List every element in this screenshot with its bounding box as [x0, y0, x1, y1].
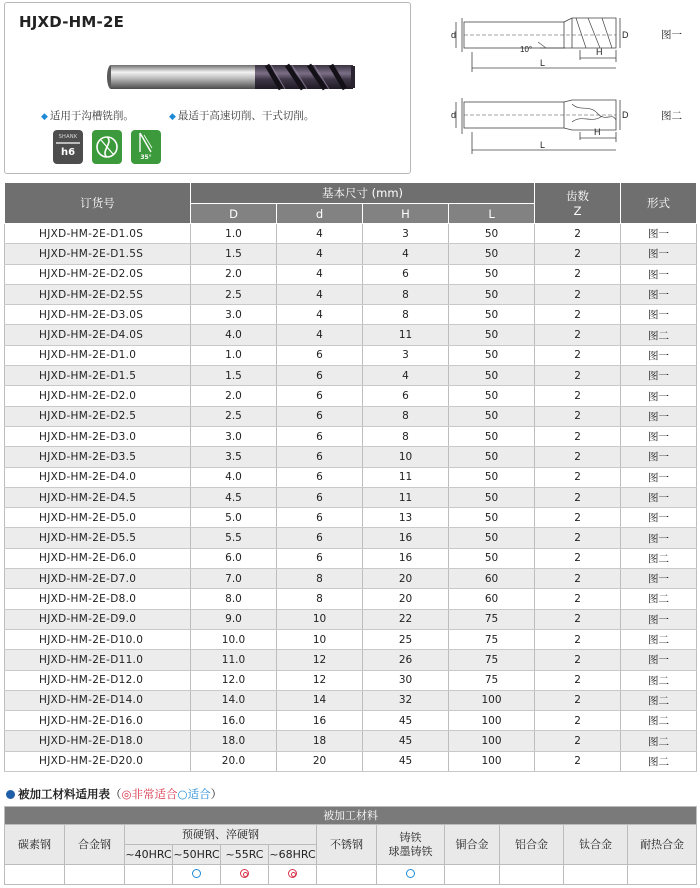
col-aluminum-alloy: 铝合金: [500, 825, 564, 865]
table-cell: 30: [363, 670, 449, 690]
col-cast-iron: 铸铁 球墨铸铁: [377, 825, 445, 865]
col-hrc-68: ~68HRC: [269, 845, 317, 865]
table-cell: 20: [363, 589, 449, 609]
table-cell: 图一: [621, 386, 697, 406]
table-row: [5, 528, 697, 548]
table-cell: 2: [535, 345, 621, 365]
table-cell: 图一: [621, 609, 697, 629]
materials-suitability-row: [5, 865, 697, 885]
table-cell: 2: [535, 711, 621, 731]
product-header-box: [4, 2, 411, 174]
table-cell: 6: [277, 548, 363, 568]
table-cell: 10: [363, 447, 449, 467]
table-cell: HJXD-HM-2E-D2.0S: [5, 264, 191, 284]
dim-L-label: L: [540, 140, 546, 150]
table-cell: 60: [449, 589, 535, 609]
table-row: [5, 711, 697, 731]
table-cell: HJXD-HM-2E-D9.0: [5, 609, 191, 629]
table-row: [5, 569, 697, 589]
table-cell: 图一: [621, 406, 697, 426]
table-row: [5, 650, 697, 670]
table-cell: 60: [449, 569, 535, 589]
col-alloy-steel: 合金钢: [65, 825, 125, 865]
angle-label: 10°: [520, 45, 533, 54]
end-mill-image: [105, 57, 360, 97]
table-cell: 10: [277, 609, 363, 629]
table-cell: 图二: [621, 325, 697, 345]
table-cell: 20.0: [191, 751, 277, 771]
table-cell: 2: [535, 731, 621, 751]
table-row: [5, 345, 697, 365]
table-cell: 50: [449, 244, 535, 264]
table-cell: 50: [449, 386, 535, 406]
table-cell: 4.0: [191, 467, 277, 487]
table-row: [5, 244, 697, 264]
table-cell: 75: [449, 629, 535, 649]
table-cell: 4: [277, 244, 363, 264]
table-cell: 图二: [621, 731, 697, 751]
table-cell: 75: [449, 670, 535, 690]
table-cell: 2: [535, 386, 621, 406]
table-cell: HJXD-HM-2E-D2.0: [5, 386, 191, 406]
table-cell: 2: [535, 548, 621, 568]
feature-badges: [53, 130, 161, 164]
dim-H-label: H: [594, 127, 601, 137]
table-cell: HJXD-HM-2E-D4.0: [5, 467, 191, 487]
table-cell: HJXD-HM-2E-D5.0: [5, 508, 191, 528]
table-cell: HJXD-HM-2E-D8.0: [5, 589, 191, 609]
table-cell: HJXD-HM-2E-D1.0: [5, 345, 191, 365]
table-row: [5, 487, 697, 507]
table-cell: 1.5: [191, 244, 277, 264]
table-cell: 2: [535, 670, 621, 690]
table-row: [5, 224, 697, 244]
feature-groove-milling: ◆ 适用于沟槽铣削。: [41, 110, 134, 122]
table-cell: 2: [535, 629, 621, 649]
table-cell: 100: [449, 731, 535, 751]
table-cell: 100: [449, 751, 535, 771]
table-cell: 4: [277, 224, 363, 244]
table-cell: 6: [363, 264, 449, 284]
col-d: d: [277, 204, 363, 224]
table-cell: 2: [535, 690, 621, 710]
table-cell: HJXD-HM-2E-D1.0S: [5, 224, 191, 244]
table-cell: 2: [535, 467, 621, 487]
table-cell: HJXD-HM-2E-D3.5: [5, 447, 191, 467]
table-cell: 8: [363, 305, 449, 325]
table-cell: 8: [363, 426, 449, 446]
table-row: [5, 305, 697, 325]
suitability-cell: [65, 865, 125, 885]
table-cell: 1.5: [191, 366, 277, 386]
suitability-cell: [125, 865, 173, 885]
col-titanium-alloy: 钛合金: [564, 825, 628, 865]
suitability-cell: [500, 865, 564, 885]
dim-d-label: d: [451, 30, 457, 40]
table-row: [5, 629, 697, 649]
table-cell: 50: [449, 528, 535, 548]
table-cell: 2: [535, 650, 621, 670]
table-cell: 12.0: [191, 670, 277, 690]
table-cell: 5.5: [191, 528, 277, 548]
table-cell: 100: [449, 711, 535, 731]
table-cell: 7.0: [191, 569, 277, 589]
suitable-icon: [406, 869, 415, 878]
table-cell: HJXD-HM-2E-D4.5: [5, 487, 191, 507]
materials-title: 被加工材料适用表（◎非常适合○适合）: [6, 786, 222, 802]
table-cell: 45: [363, 711, 449, 731]
table-cell: 100: [449, 690, 535, 710]
table-row: [5, 690, 697, 710]
table-row: [5, 548, 697, 568]
table-cell: 50: [449, 224, 535, 244]
table-cell: HJXD-HM-2E-D1.5S: [5, 244, 191, 264]
col-hrc-40: ~40HRC: [125, 845, 173, 865]
table-cell: 2: [535, 366, 621, 386]
suitability-cell: [5, 865, 65, 885]
table-cell: 26: [363, 650, 449, 670]
table-cell: 1.0: [191, 345, 277, 365]
table-row: [5, 589, 697, 609]
table-cell: 2: [535, 528, 621, 548]
col-stainless: 不锈钢: [317, 825, 377, 865]
col-teeth: 齿数 Z: [535, 183, 621, 224]
col-D: D: [191, 204, 277, 224]
table-cell: HJXD-HM-2E-D12.0: [5, 670, 191, 690]
col-form: 形式: [621, 183, 697, 224]
table-cell: 2.0: [191, 264, 277, 284]
table-cell: 3.0: [191, 426, 277, 446]
table-cell: 10.0: [191, 629, 277, 649]
table-cell: 图二: [621, 589, 697, 609]
table-row: [5, 670, 697, 690]
table-cell: 4.0: [191, 325, 277, 345]
table-cell: 2: [535, 447, 621, 467]
table-cell: 22: [363, 609, 449, 629]
table-cell: HJXD-HM-2E-D3.0S: [5, 305, 191, 325]
table-row: [5, 325, 697, 345]
table-cell: 图一: [621, 528, 697, 548]
table-cell: 2: [535, 589, 621, 609]
table-cell: 50: [449, 548, 535, 568]
table-cell: 图二: [621, 751, 697, 771]
table-cell: 图一: [621, 244, 697, 264]
table-cell: 16.0: [191, 711, 277, 731]
table-row: [5, 264, 697, 284]
table-cell: 45: [363, 751, 449, 771]
table-cell: 11: [363, 467, 449, 487]
table-cell: HJXD-HM-2E-D2.5S: [5, 284, 191, 304]
table-cell: HJXD-HM-2E-D2.5: [5, 406, 191, 426]
table-cell: 50: [449, 467, 535, 487]
table-cell: 9.0: [191, 609, 277, 629]
table-cell: 12: [277, 650, 363, 670]
table-cell: 4: [277, 325, 363, 345]
feature-high-speed-cutting: ◆ 最适于高速切削、干式切削。: [169, 110, 315, 122]
table-row: [5, 731, 697, 751]
suitability-cell: [564, 865, 628, 885]
table-row: [5, 751, 697, 771]
table-cell: 2: [535, 569, 621, 589]
suitability-cell: [445, 865, 500, 885]
col-hrc-55: ~55RC: [221, 845, 269, 865]
table-cell: 2: [535, 487, 621, 507]
table-cell: 32: [363, 690, 449, 710]
suitability-cell: [173, 865, 221, 885]
col-heat-resistant-alloy: 耐热合金: [628, 825, 697, 865]
very-suitable-icon: [288, 869, 297, 878]
table-cell: HJXD-HM-2E-D16.0: [5, 711, 191, 731]
table-cell: 图二: [621, 670, 697, 690]
table-cell: 2: [535, 284, 621, 304]
table-cell: 11: [363, 487, 449, 507]
table-row: [5, 447, 697, 467]
table-cell: 图一: [621, 508, 697, 528]
table-row: [5, 609, 697, 629]
table-cell: 50: [449, 264, 535, 284]
table-cell: 2: [535, 426, 621, 446]
table-cell: 2: [535, 751, 621, 771]
table-cell: 18: [277, 731, 363, 751]
table-cell: 图一: [621, 284, 697, 304]
table-cell: 3.5: [191, 447, 277, 467]
table-cell: 图一: [621, 305, 697, 325]
table-cell: 6: [277, 345, 363, 365]
table-cell: 图二: [621, 711, 697, 731]
table-cell: 4: [277, 305, 363, 325]
legend-suitable: ○适合: [177, 787, 211, 801]
table-cell: 图二: [621, 690, 697, 710]
table-cell: 2: [535, 508, 621, 528]
suitability-cell: [628, 865, 697, 885]
table-cell: 图一: [621, 487, 697, 507]
table-cell: 16: [277, 711, 363, 731]
table-cell: 12: [277, 670, 363, 690]
table-cell: HJXD-HM-2E-D10.0: [5, 629, 191, 649]
table-cell: 50: [449, 426, 535, 446]
table-cell: HJXD-HM-2E-D5.5: [5, 528, 191, 548]
table-cell: 6.0: [191, 548, 277, 568]
suitable-icon: [192, 869, 201, 878]
helix-35-icon: 35°: [131, 130, 161, 164]
circle-bullet-icon: [6, 790, 15, 799]
table-cell: 2.5: [191, 406, 277, 426]
table-cell: 8: [363, 284, 449, 304]
table-cell: 6: [277, 406, 363, 426]
table-cell: HJXD-HM-2E-D3.0: [5, 426, 191, 446]
table-cell: 50: [449, 366, 535, 386]
table-cell: 14: [277, 690, 363, 710]
table-cell: 4: [363, 366, 449, 386]
table-cell: 2: [535, 305, 621, 325]
table-row: [5, 508, 697, 528]
table-cell: 6: [277, 467, 363, 487]
dim-D-label: D: [622, 110, 629, 120]
table-cell: 6: [277, 508, 363, 528]
dim-D-label: D: [622, 30, 629, 40]
table-cell: 3.0: [191, 305, 277, 325]
table-cell: 图一: [621, 569, 697, 589]
table-cell: 5.0: [191, 508, 277, 528]
materials-table: [4, 806, 697, 885]
legend-very-suitable: ◎非常适合: [121, 787, 178, 801]
table-cell: HJXD-HM-2E-D20.0: [5, 751, 191, 771]
table-cell: 6: [277, 366, 363, 386]
table-cell: 2: [535, 406, 621, 426]
table-cell: 50: [449, 305, 535, 325]
table-cell: 25: [363, 629, 449, 649]
table-cell: 45: [363, 731, 449, 751]
technical-drawing-fig1: [420, 10, 630, 82]
specs-table: [4, 182, 697, 772]
table-cell: 2: [535, 264, 621, 284]
table-cell: 50: [449, 284, 535, 304]
two-flute-icon: [92, 130, 122, 164]
model-title: HJXD-HM-2E: [19, 13, 125, 31]
col-hardened-steel: 预硬钢、淬硬钢: [125, 825, 317, 845]
table-cell: 11.0: [191, 650, 277, 670]
suitability-cell: [317, 865, 377, 885]
table-row: [5, 284, 697, 304]
table-cell: 16: [363, 548, 449, 568]
table-cell: 1.0: [191, 224, 277, 244]
diamond-bullet-icon: ◆: [41, 112, 48, 122]
suitability-cell: [221, 865, 269, 885]
table-cell: 2: [535, 325, 621, 345]
table-cell: 2: [535, 609, 621, 629]
table-cell: HJXD-HM-2E-D11.0: [5, 650, 191, 670]
table-cell: 16: [363, 528, 449, 548]
table-cell: 11: [363, 325, 449, 345]
diamond-bullet-icon: ◆: [169, 112, 176, 122]
suitability-cell: [377, 865, 445, 885]
table-cell: 50: [449, 447, 535, 467]
table-cell: 8: [277, 569, 363, 589]
table-cell: 图一: [621, 650, 697, 670]
table-cell: 50: [449, 508, 535, 528]
table-cell: HJXD-HM-2E-D1.5: [5, 366, 191, 386]
table-cell: HJXD-HM-2E-D4.0S: [5, 325, 191, 345]
suitability-cell: [269, 865, 317, 885]
table-row: [5, 467, 697, 487]
table-cell: 50: [449, 345, 535, 365]
table-cell: 图一: [621, 447, 697, 467]
table-cell: 图一: [621, 426, 697, 446]
table-cell: 图一: [621, 224, 697, 244]
table-cell: 8: [363, 406, 449, 426]
table-cell: HJXD-HM-2E-D7.0: [5, 569, 191, 589]
table-cell: HJXD-HM-2E-D18.0: [5, 731, 191, 751]
table-cell: 4.5: [191, 487, 277, 507]
table-cell: 6: [277, 528, 363, 548]
table-cell: 50: [449, 487, 535, 507]
fig1-label: 图一: [661, 29, 682, 41]
table-cell: 50: [449, 406, 535, 426]
technical-drawing-fig2: [420, 92, 630, 164]
table-cell: 图一: [621, 264, 697, 284]
dim-H-label: H: [596, 47, 603, 57]
table-cell: 4: [277, 284, 363, 304]
table-cell: 图一: [621, 366, 697, 386]
table-cell: 3: [363, 224, 449, 244]
col-copper-alloy: 铜合金: [445, 825, 500, 865]
table-cell: 75: [449, 650, 535, 670]
table-cell: 8: [277, 589, 363, 609]
table-cell: 3: [363, 345, 449, 365]
materials-group-header: 被加工材料: [5, 807, 697, 825]
very-suitable-icon: [240, 869, 249, 878]
table-cell: 6: [277, 447, 363, 467]
table-cell: 50: [449, 325, 535, 345]
table-cell: 图二: [621, 629, 697, 649]
dim-d-label: d: [451, 110, 457, 120]
col-order-number: 订货号: [5, 183, 191, 224]
table-cell: 13: [363, 508, 449, 528]
fig2-label: 图二: [661, 110, 682, 122]
table-cell: HJXD-HM-2E-D14.0: [5, 690, 191, 710]
table-row: [5, 406, 697, 426]
table-cell: 6: [277, 487, 363, 507]
col-H: H: [363, 204, 449, 224]
shank-h6-icon: SHANK h6: [53, 130, 83, 164]
table-row: [5, 386, 697, 406]
table-cell: 18.0: [191, 731, 277, 751]
specs-table-body: [5, 224, 697, 772]
table-cell: 2.0: [191, 386, 277, 406]
table-cell: 2: [535, 224, 621, 244]
table-cell: 2: [535, 244, 621, 264]
col-carbon-steel: 碳素钢: [5, 825, 65, 865]
table-cell: 75: [449, 609, 535, 629]
col-hrc-50: ~50HRC: [173, 845, 221, 865]
table-cell: 2.5: [191, 284, 277, 304]
table-cell: HJXD-HM-2E-D6.0: [5, 548, 191, 568]
table-cell: 14.0: [191, 690, 277, 710]
table-cell: 图一: [621, 467, 697, 487]
table-cell: 6: [277, 386, 363, 406]
table-cell: 4: [277, 264, 363, 284]
table-cell: 20: [363, 569, 449, 589]
table-cell: 图一: [621, 345, 697, 365]
table-row: [5, 426, 697, 446]
table-cell: 8.0: [191, 589, 277, 609]
table-cell: 10: [277, 629, 363, 649]
table-cell: 图二: [621, 548, 697, 568]
table-cell: 20: [277, 751, 363, 771]
table-cell: 4: [363, 244, 449, 264]
table-row: [5, 366, 697, 386]
col-basic-dimensions: 基本尺寸 (mm): [191, 183, 535, 204]
dim-L-label: L: [540, 58, 546, 68]
table-cell: 6: [277, 426, 363, 446]
col-L: L: [449, 204, 535, 224]
table-cell: 6: [363, 386, 449, 406]
